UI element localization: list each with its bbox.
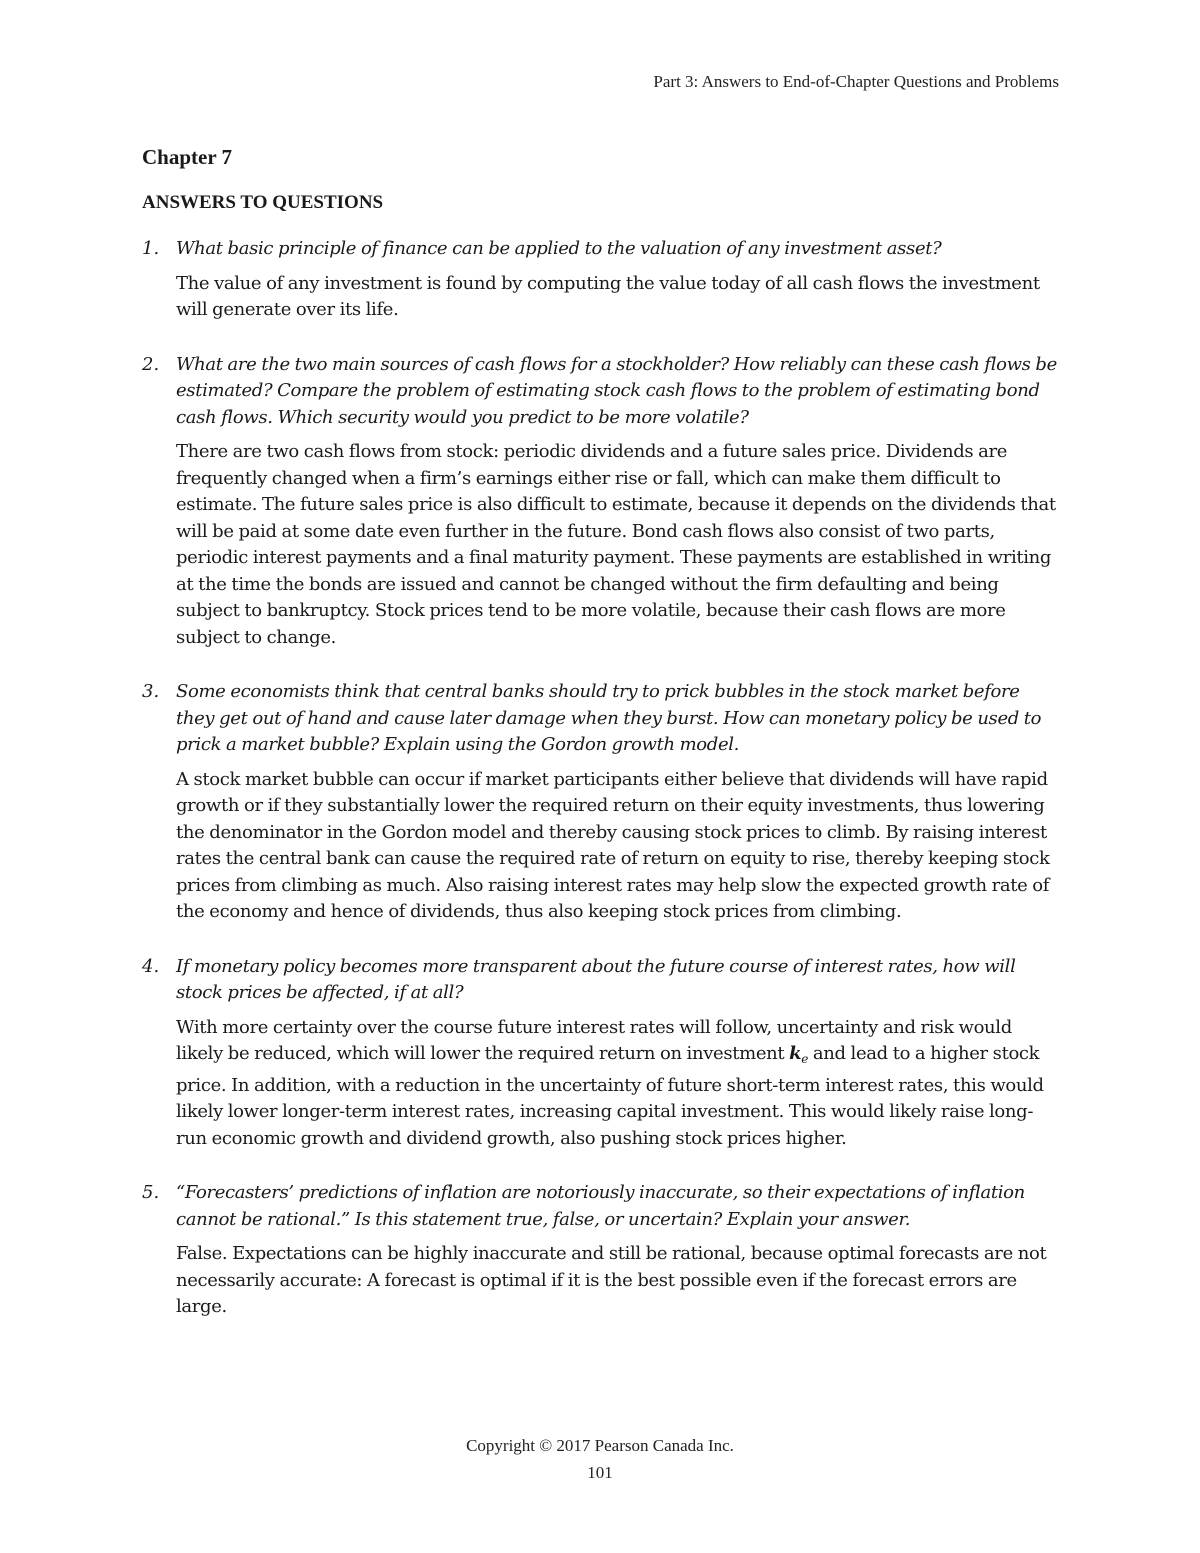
answer-text [176,1015,1062,1153]
running-header: Part 3: Answers to End-of-Chapter Questions and Problems [653,72,1059,91]
question-item-2 [142,352,1062,664]
answer-text: False. Expectations can be highly inaccurate and still be rational, because optimal forecasts are not necessarily accurate: A forecast is optimal if it is the best possible even if the forecast errors are large. [176,1243,1047,1317]
question-number: 5. [142,1182,160,1203]
page-footer [0,1432,1200,1486]
section-heading: ANSWERS TO QUESTIONS [142,192,384,213]
question-number: 1. [142,238,160,259]
answer-text: A stock market bubble can occur if market participants either believe that dividends will have rapid growth or if they substantially lower the required return on their equity investments, thus lowering the denominator in the Gordon model and thereby causing stock prices to climb. By raising interest rates the central bank can cause the required rate of return on equity to rise, thereby keeping stock prices from climbing as much. Also raising interest rates may help slow the expected growth rate of the economy and hence of dividends, thus also keeping stock prices from climbing. [176,768,1050,922]
question-number: 2. [142,353,160,375]
question-item-4 [142,954,1062,1165]
question-number: 3. [142,681,160,702]
question-item-1 [142,236,1062,336]
copyright-notice: Copyright © 2017 Pearson Canada Inc. [466,1436,734,1455]
answer-text: There are two cash flows from stock: periodic dividends and a future sales price. Dividends are frequently changed when a firm’s earnings either rise or fall, which can make them difficult to estimate. The future sales price is also difficult to estimate, because it depends on the dividends that will be paid at some date even further in the future. Bond cash flows also consist of two parts, periodic interest payments and a final maturity payment. These payments are established in writing at the time the bonds are issued and cannot be changed without the firm defaulting and being subject to bankruptcy. Stock prices tend to be more volatile, because their cash flows are more subject to change. [176,441,1056,648]
question-text: What are the two main sources of cash flows for a stockholder? How reliably can these cash flows be estimated? Compare the problem of estimating stock cash flows to the problem of estimating bond cash flows. Which security would you predict to be more volatile? [176,353,1057,428]
question-text: “Forecasters’ predictions of inflation are notoriously inaccurate, so their expectations of inflation cannot be rational.” Is this statement true, false, or uncertain? Explain your answer. [176,1182,1025,1230]
chapter-title: Chapter 7 [142,145,233,169]
question-text: If monetary policy becomes more transparent about the future course of interest rates, how will stock prices be affected, if at all? [176,955,1016,1003]
answer-text-part: With more certainty over the course future interest rates will follow, uncertainty and risk would likely be reduced, which will lower the required return on investment [176,1016,1012,1064]
question-text: What basic principle of finance can be applied to the valuation of any investment asset? [176,238,942,259]
question-text: Some economists think that central banks should try to prick bubbles in the stock market before they get out of hand and cause later damage when they burst. How can monetary policy be used to prick a market bubble? Explain using the Gordon growth model. [176,681,1042,755]
question-item-3 [142,679,1062,938]
page-content [142,142,1062,1349]
page-number: 101 [587,1463,613,1482]
question-item-5 [142,1180,1062,1333]
required-return-subscript: e [801,1052,809,1066]
required-return-symbol: k [789,1043,802,1064]
answer-text-part: and lead to a higher stock price. In addition, with a reduction in the uncertainty of future short-term interest rates, this would likely lower longer-term interest rates, increasing capital investment. This would likely raise long-run economic growth and dividend growth, also pushing stock prices higher. [176,1043,1044,1149]
question-number: 4. [142,955,160,977]
answer-text: The value of any investment is found by computing the value today of all cash flows the investment will generate over its life. [176,272,1040,320]
